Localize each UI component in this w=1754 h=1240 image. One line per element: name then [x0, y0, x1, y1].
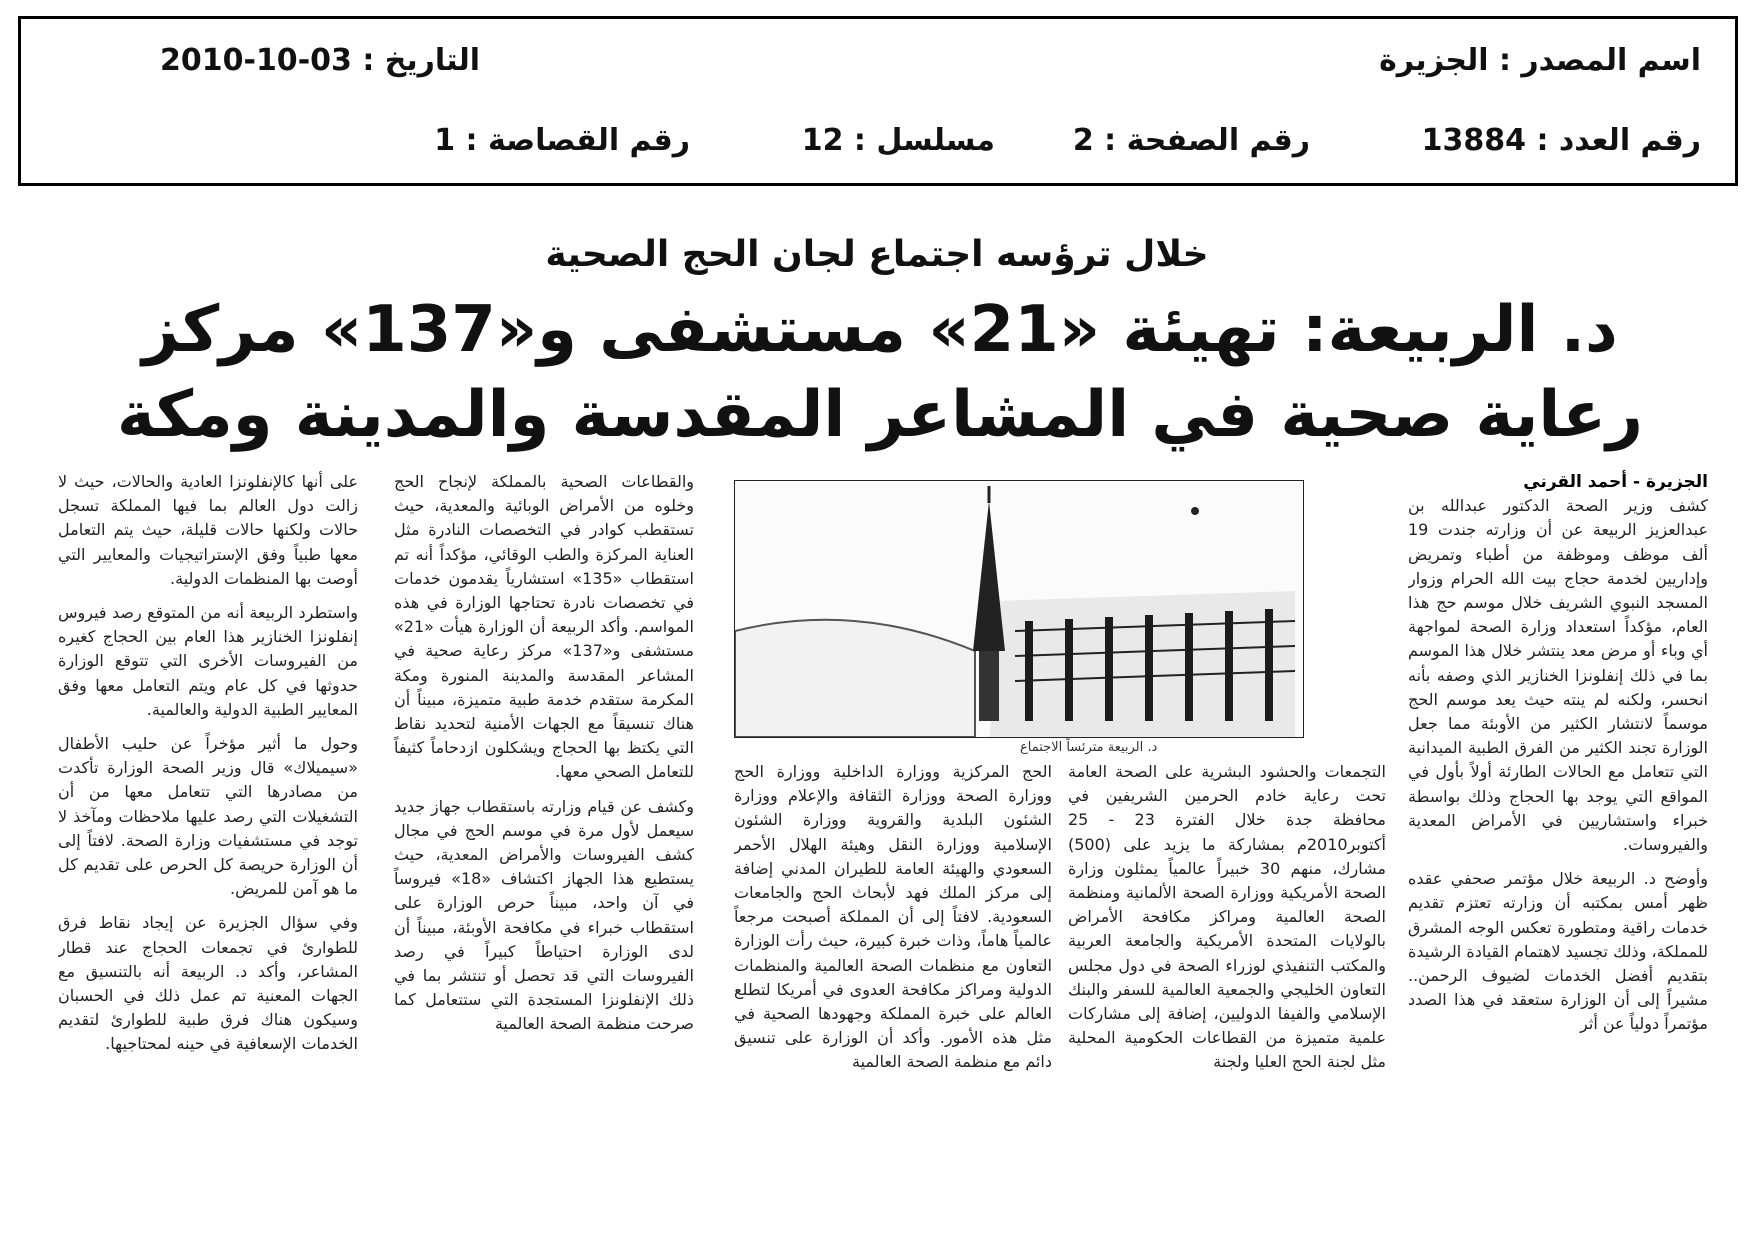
article-column-3	[734, 760, 1052, 1230]
date-label: التاريخ : 03-10-2010	[159, 43, 480, 78]
byline: الجزيرة - أحمد القرني	[1523, 472, 1708, 492]
column-1-paragraph-2: وأوضح د. الربيعة خلال مؤتمر صحفي عقده ظهر أمس بمكتبه أن وزارته تعتزم تقديم خدمات راقية ومتطورة تعكس الوجه المشرق للمملكة، وذلك تجسيد لاهتمام القيادة الرشيدة بتقديم أفضل الخدمات لضيوف الرحمن.. مشيراً إلى أن الوزارة ستعقد في هذا الصدد مؤتمراً دولياً عن أثر	[1408, 869, 1708, 1034]
meeting-photo-illustration	[735, 481, 1303, 737]
article-headline-line2: رعاية صحية في المشاعر المقدسة والمدينة ومكة	[117, 378, 1643, 452]
column-4-paragraph-1: والقطاعات الصحية بالمملكة لإنجاح الحج وخلوه من الأمراض الوبائية والمعدية، حيث تستقطب كوادر في التخصصات النادرة مثل العناية المركزة والطب الوقائي، مؤكداً أنه تم استقطاب «135» استشارياً يقدمون خدمات في تخصصات نادرة تحتاجها الوزارة في هذه المواسم. وأكد الربيعة أن الوزارة هيأت «21» مستشفى و«137» مركز رعاية صحية في المشاعر المقدسة والمدينة المنورة ومكة المكرمة ستقدم خدمة طبية متميزة، مبيناً أن هناك تنسيقاً مع الجهات الأمنية لتحديد نقاط التي يكتظ بها الحجاج ويشكلون ازدحاماً كثيفاً للتعامل الصحي معها.	[394, 472, 694, 782]
column-5-paragraph-1: على أنها كالإنفلونزا العادية والحالات، حيث لا زالت دول العالم بما فيها المملكة تسجل حالات ولكنها حالات قليلة، حيث يتم التعامل معها طبياً وفق الإستراتيجيات والمعايير التي أوصت بها المنظمات الدولية.	[58, 472, 358, 588]
column-1-paragraph-1: كشف وزير الصحة الدكتور عبدالله بن عبدالعزيز الربيعة عن أن وزارته جندت 19 ألف موظف وموظفة من أطباء وتمريض وإداريين لخدمة حجاج بيت الله الحرام وزوار المسجد النبوي الشريف خلال موسم حج هذا العام، مؤكداً استعداد وزارة الصحة لمواجهة أي وباء أو مرض معد ينتشر خلال هذا الموسم بما في ذلك إنفلونزا الخنازير الذي وصفه بأنه انحسر، ولكنه لم ينته حيث يعد موسم الحج موسماً لانتشار الكثير من الأوبئة مما جعل الوزارة تجند الكثير من الفرق الطبية الميدانية التي تتعامل مع الحالات الطارئة أولاً بأول في المواقع التي يوجد بها الحجاج وذلك بواسطة خبراء واستشاريين في الأمراض المعدية والفيروسات.	[1408, 496, 1708, 855]
serial-label: مسلسل : 12	[801, 123, 995, 158]
photo-caption: د. الربيعة مترئساً الاجتماع	[1020, 740, 1158, 755]
article-column-1	[1408, 470, 1708, 1230]
article-headline-line1: د. الربيعة: تهيئة «21» مستشفى و«137» مركز	[142, 293, 1618, 367]
column-5-paragraph-4: وفي سؤال الجزيرة عن إيجاد نقاط فرق للطوارئ في تجمعات الحجاج عند قطار المشاعر، وأكد د. الربيعة أنه بالتنسيق مع الجهات المعنية تم عمل ذلك في الحسبان وسيكون هناك فرق طبية للطوارئ لتقديم الخدمات الإسعافية في حينه لمحتاجيها.	[58, 913, 358, 1054]
clipping-label: رقم القصاصة : 1	[434, 123, 690, 158]
issue-label: رقم العدد : 13884	[1421, 123, 1701, 158]
column-3-paragraph: الحج المركزية ووزارة الداخلية ووزارة الحج ووزارة الصحة ووزارة الثقافة والإعلام ووزارة الشئون البلدية والقروية ووزارة الشئون الإسلامية ووزارة النقل وهيئة الهلال الأحمر السعودي والهيئة العامة للطيران المدني إضافة إلى مركز الملك فهد لأبحاث الحج والجامعات السعودية. لافتاً إلى أن المملكة أصبحت مرجعاً عالمياً هاماً، وذات خبرة كبيرة، حيث رأت الوزارة التعاون مع منظمات الصحة العالمية والمنظمات الدولية ومراكز مكافحة العدوى في أمريكا لتطلع العالم على خبرة المملكة وجهودها الصحية في مثل هذه الأمور. وأكد أن الوزارة على تنسيق دائم مع منظمة الصحة العالمية	[734, 762, 1052, 1072]
article-column-5	[58, 470, 358, 1230]
column-2-paragraph: التجمعات والحشود البشرية على الصحة العامة تحت رعاية خادم الحرمين الشريفين في محافظة جدة خلال الفترة 23 - 25 أكتوبر2010م بمشاركة ما يزيد على (500) مشارك، منهم 30 خبيراً عالمياً يمثلون وزارة الصحة الأمريكية ووزارة الصحة الألمانية ومنظمة الصحة العالمية ومراكز مكافحة الأمراض بالولايات المتحدة الأمريكية والجامعة العربية والمكتب التنفيذي لوزراء الصحة في دول مجلس التعاون الخليجي والجمعية العالمية للسفر والبنك الإسلامي والفيفا الدوليين، إضافة إلى مشاركات علمية متميزة من القطاعات الحكومية المحلية مثل لجنة الحج العليا ولجنة	[1068, 762, 1386, 1072]
page-label: رقم الصفحة : 2	[1072, 123, 1310, 158]
column-4-paragraph-2: وكشف عن قيام وزارته باستقطاب جهاز جديد سيعمل لأول مرة في موسم الحج في مجال كشف الفيروسات والأمراض المعدية، حيث يستطيع هذا الجهاز اكتشاف «18» فيروساً في آن واحد، مبيناً حرص الوزارة على استقطاب خبراء في مكافحة الأوبئة، مبيناً أن لدى الوزارة احتياطاً كبيراً في رصد الفيروسات التي قد تحصل أو تنتشر بما في ذلك الإنفلونزا المستجدة التي ستتعامل كما صرحت منظمة الصحة العالمية	[394, 796, 694, 1034]
article-photo	[734, 480, 1304, 738]
article-column-2	[1068, 760, 1386, 1230]
column-5-paragraph-2: واستطرد الربيعة أنه من المتوقع رصد فيروس إنفلونزا الخنازير هذا العام بين الحجاج كغيره من الفيروسات الأخرى التي تتوقع الوزارة حدوثها في كل عام ويتم التعامل معها وفق المعايير الطبية الدولية والعالمية.	[58, 603, 358, 719]
article-column-4	[394, 470, 694, 1230]
column-5-paragraph-3: وحول ما أثير مؤخراً عن حليب الأطفال «سيميلاك» قال وزير الصحة الوزارة تأكدت من مصادرها التي تتعامل معها من أن التشغيلات التي رصد عليها ملاحظات ومآخذ لا توجد في مستشفيات وزارة الصحة. لافتاً إلى أن الوزارة حريصة كل الحرص على تقديم كل ما هو آمن للمريض.	[58, 734, 358, 899]
source-label: اسم المصدر : الجزيرة	[1379, 43, 1701, 78]
article-kicker: خلال ترؤسه اجتماع لجان الحج الصحية	[545, 234, 1209, 275]
clipping-info-box	[18, 16, 1738, 186]
